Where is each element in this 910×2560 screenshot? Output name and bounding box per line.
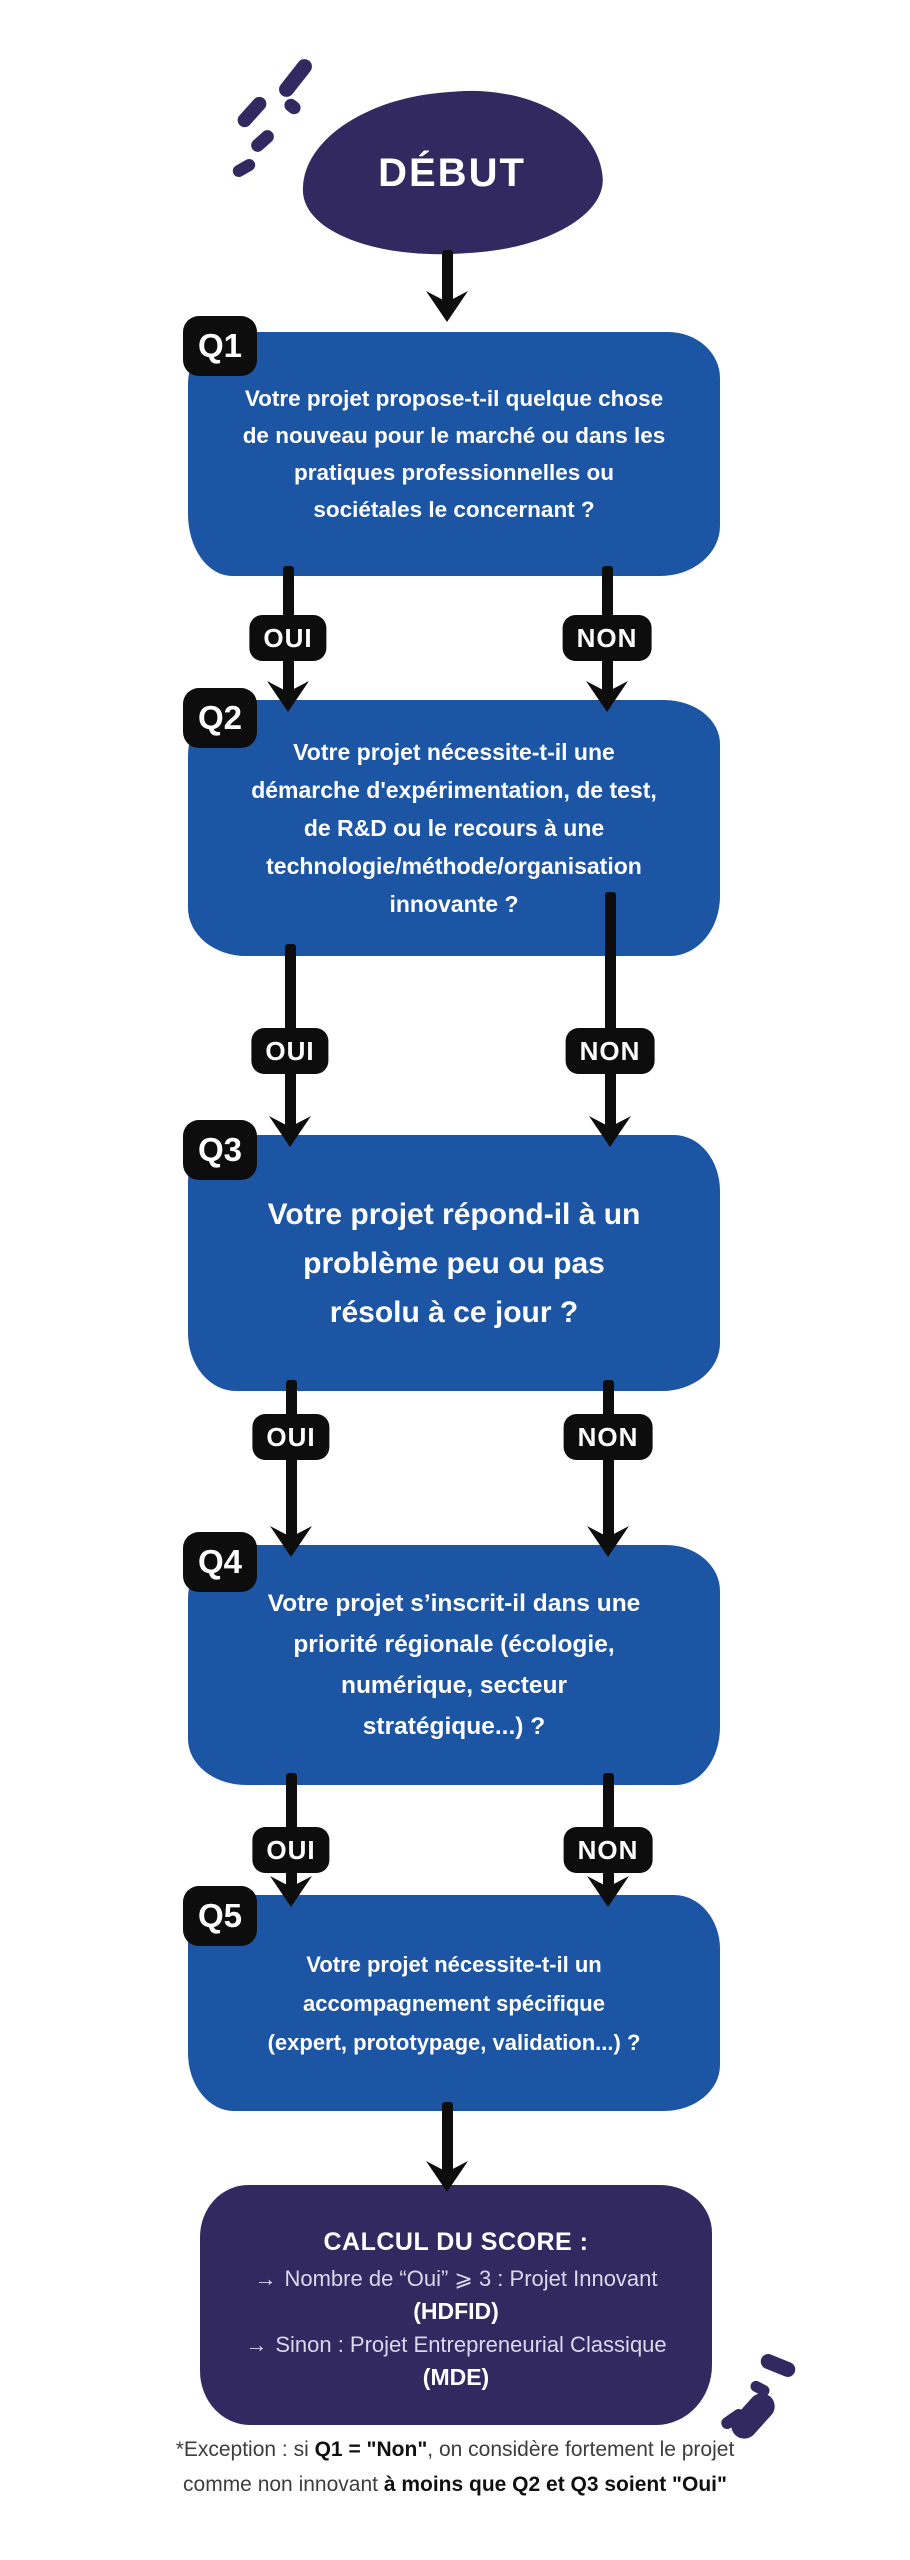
connector-q2-non bbox=[605, 892, 616, 1131]
start-label: DÉBUT bbox=[378, 150, 526, 195]
question-text-q5 bbox=[188, 1945, 720, 2062]
score-bullet-2-text: Sinon : Projet Entrepreneurial Classique bbox=[275, 2332, 667, 2357]
question-line: de R&D ou le recours à une bbox=[303, 815, 605, 841]
question-text-q1 bbox=[188, 380, 720, 528]
question-line: Votre projet nécessite-t-il une bbox=[293, 739, 615, 765]
arrowhead-down-icon bbox=[587, 1111, 633, 1147]
question-line: (expert, prototypage, validation...) ? bbox=[267, 2029, 641, 2055]
question-line: innovante ? bbox=[389, 891, 519, 917]
question-text-q3 bbox=[188, 1190, 720, 1337]
arrowhead-down-icon bbox=[265, 676, 311, 712]
question-badge-q4: Q4 bbox=[183, 1532, 257, 1592]
question-box-q3 bbox=[188, 1135, 720, 1391]
question-line: Votre projet nécessite-t-il un bbox=[306, 1951, 602, 1977]
arrowhead-down-icon bbox=[585, 1521, 631, 1557]
question-line: numérique, secteur bbox=[340, 1672, 567, 1699]
question-line: accompagnement spécifique bbox=[303, 1990, 605, 2016]
branch-label-non-row3: NON bbox=[564, 1414, 653, 1460]
branch-label-oui-row2: OUI bbox=[251, 1028, 328, 1074]
question-line: priorité régionale (écologie, bbox=[293, 1631, 615, 1658]
question-line: de nouveau pour le marché ou dans les bbox=[242, 423, 666, 448]
question-text-q4 bbox=[188, 1583, 720, 1747]
branch-label-oui-row1: OUI bbox=[249, 615, 326, 661]
question-line: technologie/méthode/organisation bbox=[266, 853, 642, 879]
score-bullet-1-emphasis: (HDFID) bbox=[413, 2298, 499, 2324]
branch-label-oui-row4: OUI bbox=[252, 1827, 329, 1873]
score-bullet-1-text: Nombre de “Oui” ⩾ 3 : Projet Innovant bbox=[284, 2266, 658, 2291]
arrowhead-down-icon bbox=[424, 2156, 470, 2192]
question-box-q2 bbox=[188, 700, 720, 956]
question-line: pratiques professionnelles ou bbox=[293, 460, 615, 485]
arrowhead-down-icon bbox=[268, 1521, 314, 1557]
sparkle-dash-icon bbox=[759, 2352, 798, 2379]
branch-label-oui-row3: OUI bbox=[252, 1414, 329, 1460]
sparkle-dash-icon bbox=[248, 127, 276, 154]
question-line: Votre projet propose-t-il quelque chose bbox=[244, 386, 664, 411]
footnote-text bbox=[150, 2432, 760, 2502]
branch-label-non-row4: NON bbox=[564, 1827, 653, 1873]
connector-q3-non bbox=[603, 1380, 614, 1541]
question-badge-q3: Q3 bbox=[183, 1120, 257, 1180]
bullet-arrow-icon: → bbox=[245, 2332, 268, 2357]
question-box-q5 bbox=[188, 1895, 720, 2111]
sparkle-dash-icon bbox=[282, 96, 303, 117]
branch-label-non-row1: NON bbox=[563, 615, 652, 661]
arrowhead-down-icon bbox=[267, 1111, 313, 1147]
question-box-q1 bbox=[188, 332, 720, 576]
sparkle-dash-icon bbox=[235, 94, 269, 130]
question-badge-q1: Q1 bbox=[183, 316, 257, 376]
sparkle-dash-icon bbox=[231, 157, 258, 179]
question-line: démarche d'expérimentation, de test, bbox=[251, 777, 657, 803]
question-text-q2 bbox=[188, 733, 720, 923]
question-line: Votre projet s’inscrit-il dans une bbox=[267, 1590, 641, 1617]
question-line: problème peu ou pas bbox=[303, 1246, 605, 1280]
arrowhead-down-icon bbox=[585, 1871, 631, 1907]
score-box bbox=[200, 2185, 712, 2425]
bullet-arrow-icon: → bbox=[254, 2266, 277, 2291]
score-bullet-1 bbox=[254, 2262, 657, 2295]
score-bullet-2 bbox=[245, 2328, 666, 2361]
footnote-segment: *Exception : si bbox=[175, 2438, 315, 2461]
score-bullet-2-emphasis: (MDE) bbox=[422, 2364, 490, 2390]
footnote-segment-bold: Q1 = "Non" bbox=[314, 2438, 428, 2461]
score-title: CALCUL DU SCORE : bbox=[323, 2228, 589, 2256]
arrowhead-down-icon bbox=[268, 1871, 314, 1907]
branch-label-non-row2: NON bbox=[566, 1028, 655, 1074]
question-badge-q5: Q5 bbox=[183, 1886, 257, 1946]
footnote-segment-bold: à moins que Q2 et Q3 soient "Oui" bbox=[383, 2473, 727, 2496]
question-line: sociétales le concernant ? bbox=[313, 497, 595, 522]
arrowhead-down-icon bbox=[584, 676, 630, 712]
question-line: Votre projet répond-il à un bbox=[267, 1197, 641, 1231]
footnote-segment: , on considère fortement le projet comme non innovant bbox=[183, 2438, 735, 2496]
question-line: stratégique...) ? bbox=[362, 1713, 546, 1740]
question-line: résolu à ce jour ? bbox=[329, 1295, 579, 1329]
arrowhead-down-icon bbox=[424, 286, 470, 322]
connector-q3-oui bbox=[286, 1380, 297, 1541]
question-badge-q2: Q2 bbox=[183, 688, 257, 748]
question-box-q4 bbox=[188, 1545, 720, 1785]
